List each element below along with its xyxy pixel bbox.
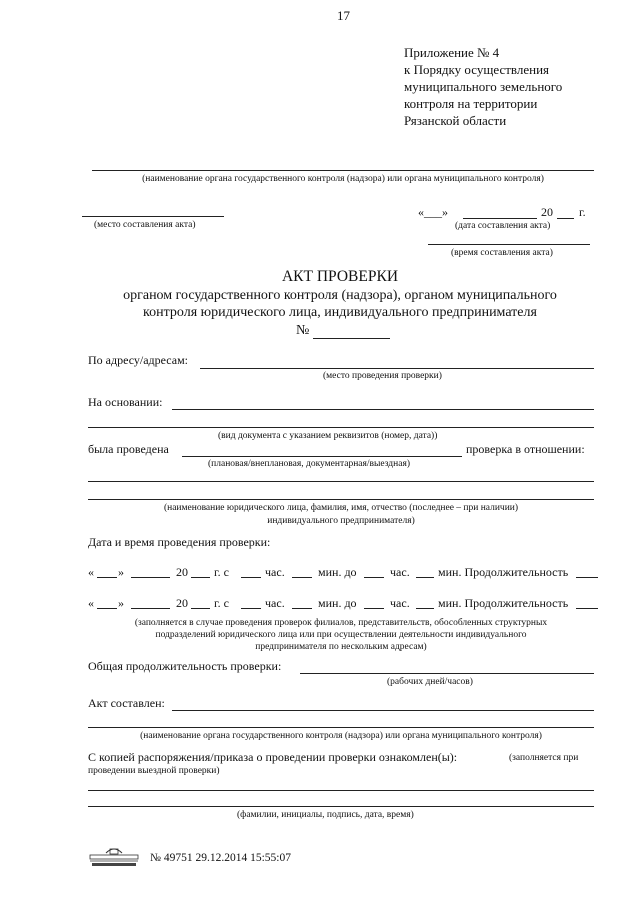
row-close: »	[118, 565, 124, 579]
date-caption: (дата составления акта)	[455, 221, 551, 231]
appendix-line: муниципального земельного	[404, 79, 563, 94]
entity-line-2[interactable]	[88, 499, 594, 500]
row-hour2-line[interactable]	[364, 577, 384, 578]
row-day-line[interactable]	[97, 577, 117, 578]
row-min2-line[interactable]	[416, 608, 434, 609]
address-caption: (место проведения проверки)	[323, 371, 442, 381]
row-year-line[interactable]	[191, 577, 210, 578]
row-hours2: час.	[390, 565, 410, 579]
date-row	[418, 205, 448, 220]
row-hour-line[interactable]	[241, 577, 261, 578]
time-line[interactable]	[428, 244, 590, 245]
appendix-line: Приложение № 4	[404, 45, 500, 60]
date-open: «	[418, 205, 424, 219]
date-day[interactable]: ___	[424, 205, 442, 219]
conducted-suffix: проверка в отношении:	[466, 442, 585, 456]
number-label: №	[296, 323, 310, 338]
row-mins-to: мин. до	[318, 565, 357, 579]
copy-note: (заполняется при	[509, 753, 579, 763]
row-close: »	[118, 596, 124, 610]
number-line[interactable]	[313, 338, 390, 339]
entity-caption: индивидуального предпринимателя)	[267, 516, 415, 526]
page-title: АКТ ПРОВЕРКИ	[281, 268, 399, 285]
row-year-suffix: г. с	[214, 565, 229, 579]
row-month-line[interactable]	[131, 608, 170, 609]
basis-line[interactable]	[172, 409, 594, 410]
page-number: 17	[337, 8, 350, 23]
date-year-suffix: г.	[579, 205, 586, 219]
place-caption: (место составления акта)	[94, 220, 196, 230]
copy-note: проведении выездной проверки)	[88, 766, 220, 776]
stamp-logo-icon	[88, 844, 140, 870]
row-duration: мин. Продолжительность	[438, 565, 569, 579]
row-hours: час.	[265, 565, 285, 579]
date-year-prefix: 20	[541, 205, 553, 219]
act-line-2[interactable]	[88, 727, 594, 728]
row-year-prefix: 20	[176, 565, 188, 579]
conducted-label: была проведена	[88, 442, 169, 456]
entity-line-1[interactable]	[88, 481, 594, 482]
total-label: Общая продолжительность проверки:	[88, 659, 282, 673]
act-label: Акт составлен:	[88, 696, 165, 710]
basis-line-2[interactable]	[88, 427, 594, 428]
org-line[interactable]	[92, 170, 594, 171]
row-min-line[interactable]	[292, 577, 312, 578]
row-hours2: час.	[390, 596, 410, 610]
datetime-caption: предпринимателя по нескольким адресам)	[255, 642, 427, 652]
copy-label: С копией распоряжения/приказа о проведении проверки ознакомлен(ы):	[88, 750, 458, 764]
row-hour-line[interactable]	[241, 608, 261, 609]
row-year-prefix: 20	[176, 596, 188, 610]
datetime-caption: (заполняется в случае проведения проверок филиалов, представительств, обособленных структурных	[134, 618, 548, 628]
time-caption: (время составления акта)	[451, 248, 553, 258]
conducted-line[interactable]	[182, 456, 462, 457]
total-caption: (рабочих дней/часов)	[387, 677, 473, 687]
subtitle-line: контроля юридического лица, индивидуального предпринимателя	[143, 305, 537, 320]
date-month-line[interactable]	[463, 218, 537, 219]
address-line[interactable]	[200, 368, 594, 369]
appendix-line: контроля на территории	[404, 96, 538, 111]
row-duration-line[interactable]	[576, 577, 598, 578]
place-line[interactable]	[82, 216, 224, 217]
act-line[interactable]	[172, 710, 594, 711]
basis-caption: (вид документа с указанием реквизитов (номер, дата))	[218, 431, 438, 441]
copy-line-2[interactable]	[88, 806, 594, 807]
doc-number: № 49751 29.12.2014 15:55:07	[150, 852, 291, 864]
org-caption: (наименование органа государственного контроля (надзора) или органа муниципального контроля)	[142, 174, 544, 184]
row-year-suffix: г. с	[214, 596, 229, 610]
total-line[interactable]	[300, 673, 594, 674]
row-day-line[interactable]	[97, 608, 117, 609]
date-close: »	[442, 205, 448, 219]
act-caption: (наименование органа государственного контроля (надзора) или органа муниципального контроля)	[140, 731, 542, 741]
appendix-block	[404, 44, 562, 129]
row-duration: мин. Продолжительность	[438, 596, 569, 610]
datetime-label: Дата и время проведения проверки:	[88, 535, 271, 549]
row-duration-line[interactable]	[576, 608, 598, 609]
row-open: «	[88, 565, 94, 579]
appendix-line: Рязанской области	[404, 113, 507, 128]
copy-line-1[interactable]	[88, 790, 594, 791]
row-month-line[interactable]	[131, 577, 170, 578]
datetime-caption: подразделений юридического лица или при осуществлении деятельности индивидуального	[155, 630, 527, 640]
date-year-line[interactable]	[557, 218, 574, 219]
row-year-line[interactable]	[191, 608, 210, 609]
address-label: По адресу/адресам:	[88, 353, 189, 367]
row-hours: час.	[265, 596, 285, 610]
row-min-line[interactable]	[292, 608, 312, 609]
row-hour2-line[interactable]	[364, 608, 384, 609]
subtitle-line: органом государственного контроля (надзора), органом муниципального	[123, 288, 557, 303]
entity-caption: (наименование юридического лица, фамилия, имя, отчество (последнее – при наличии)	[163, 503, 519, 513]
row-open: «	[88, 596, 94, 610]
basis-label: На основании:	[88, 395, 163, 409]
row-mins-to: мин. до	[318, 596, 357, 610]
signature-caption: (фамилии, инициалы, подпись, дата, время)	[237, 810, 414, 820]
conducted-caption: (плановая/внеплановая, документарная/выездная)	[208, 459, 410, 469]
row-min2-line[interactable]	[416, 577, 434, 578]
appendix-line: к Порядку осуществления	[404, 62, 550, 77]
